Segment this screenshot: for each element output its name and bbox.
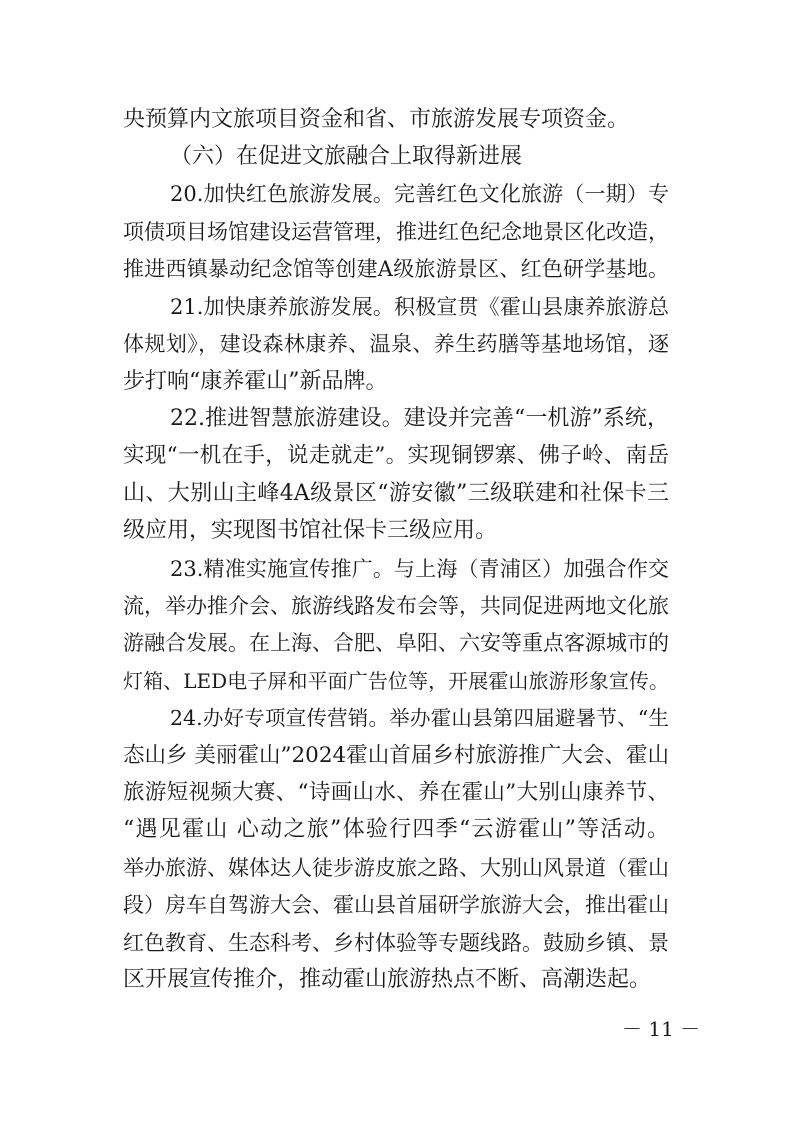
paragraph-line: 23.精准实施宣传推广。与上海（青浦区）加强合作交 (170, 557, 669, 581)
page-number: － 11 － (622, 1017, 701, 1041)
paragraph-line: 20.加快红色旅游发展。完善红色文化旅游（一期）专 (170, 182, 669, 206)
paragraph-line: 灯箱、LED电子屏和平面广告位等，开展霍山旅游形象宣传。 (123, 669, 669, 693)
paragraph-line: 推进西镇暴动纪念馆等创建A级旅游景区、红色研学基地。 (123, 257, 669, 281)
paragraph-line: 游融合发展。在上海、合肥、阜阳、六安等重点客源城市的 (123, 631, 669, 655)
paragraph-line: 21.加快康养旅游发展。积极宣贯《霍山县康养旅游总 (170, 295, 669, 319)
section-heading: （六）在促进文旅融合上取得新进展 (170, 144, 523, 169)
paragraph-line: 级应用，实现图书馆社保卡三级应用。 (123, 518, 498, 543)
paragraph-line: 流，举办推介会、旅游线路发布会等，共同促进两地文化旅 (123, 594, 669, 618)
paragraph-line: 旅游短视频大赛、“诗画山水、养在霍山”大别山康养节、 (123, 780, 669, 805)
paragraph-line: 24.办好专项宣传营销。举办霍山县第四届避暑节、“生 (170, 706, 669, 730)
paragraph-line: 举办旅游、媒体达人徒步游皮旅之路、大别山风景道（霍山 (123, 856, 669, 880)
paragraph-line: “遇见霍山 心动之旅”体验行四季“云游霍山”等活动。 (123, 817, 669, 842)
paragraph-line: 央预算内文旅项目资金和省、市旅游发展专项资金。 (123, 107, 630, 132)
paragraph-line: 红色教育、生态科考、乡村体验等专题线路。鼓励乡镇、景 (123, 931, 669, 955)
paragraph-line: 区开展宣传推介，推动霍山旅游热点不断、高潮迭起。 (123, 967, 652, 992)
paragraph-line: 山、大别山主峰4A级景区“游安徽”三级联建和社保卡三 (123, 481, 669, 506)
paragraph-line: 体规划》，建设森林康养、温泉、养生药膳等基地场馆，逐 (123, 332, 669, 356)
paragraph-line: 态山乡 美丽霍山”2024霍山首届乡村旅游推广大会、霍山 (123, 743, 669, 768)
paragraph-line: 项债项目场馆建设运营管理，推进红色纪念地景区化改造， (123, 220, 669, 244)
paragraph-line: 实现“一机在手，说走就走”。实现铜锣寨、佛子岭、南岳 (123, 443, 669, 468)
paragraph-line: 步打响“康养霍山”新品牌。 (123, 369, 388, 394)
paragraph-line: 段）房车自驾游大会、霍山县首届研学旅游大会，推出霍山 (123, 893, 669, 917)
paragraph-line: 22.推进智慧旅游建设。建设并完善“一机游”系统， (170, 406, 669, 431)
